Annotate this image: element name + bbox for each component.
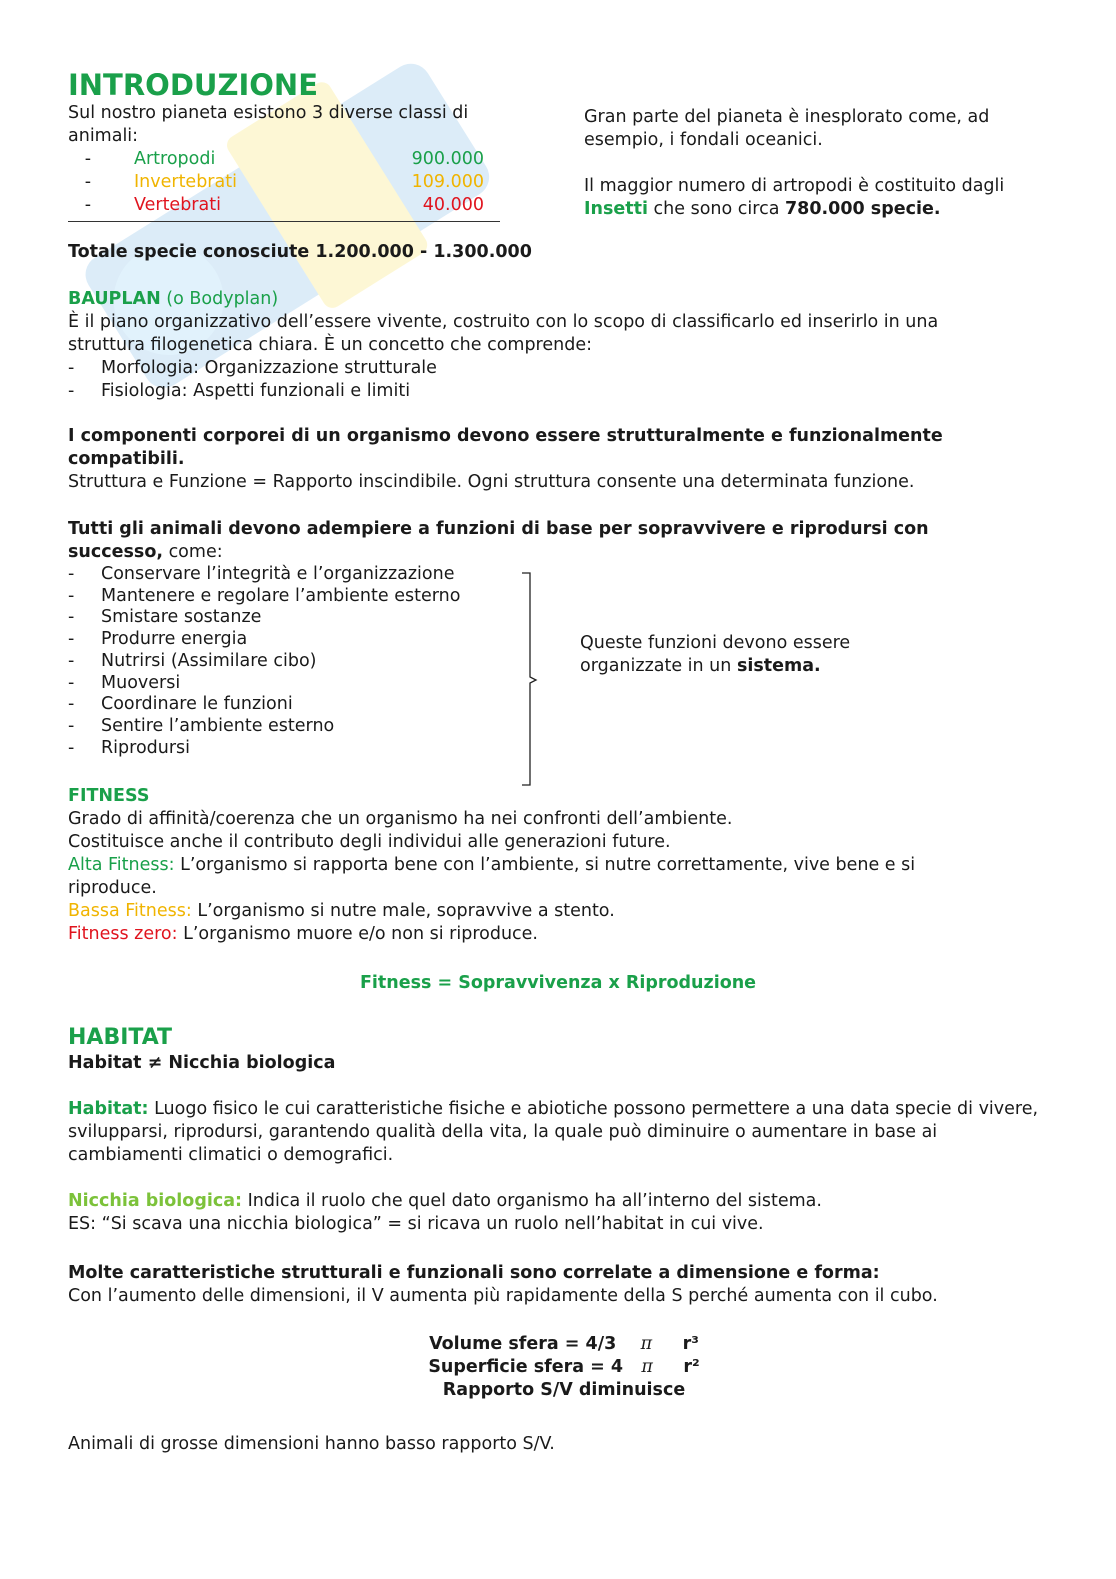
habitat-section bbox=[68, 1024, 1048, 1236]
fitness-title: FITNESS bbox=[68, 786, 150, 806]
dimension-section bbox=[68, 1262, 1048, 1308]
class-row: - Artropodi 900.000 bbox=[68, 149, 484, 169]
surface-formula: Superficie sfera = 4 π r² bbox=[428, 1357, 700, 1377]
fitness-line-1: Grado di affinità/coerenza che un organismo ha nei confronti dell’ambiente. bbox=[68, 809, 733, 829]
fitness-formula: Fitness = Sopravvivenza x Riproduzione bbox=[359, 973, 757, 993]
list-item: - Nutrirsi (Assimilare cibo) bbox=[34, 651, 1048, 673]
list-item: - Smistare sostanze bbox=[34, 607, 1048, 629]
habitat-title: HABITAT bbox=[68, 1025, 173, 1050]
class-row: - Vertebrati 40.000 bbox=[68, 195, 484, 215]
bauplan-text: È il piano organizzativo dell’essere vivente, costruito con lo scopo di classificarlo ed inserirlo in una struttura filogenetica chiara. È un concetto che comprende: bbox=[68, 312, 939, 355]
functions-section bbox=[68, 518, 1048, 759]
niche-definition: Nicchia biologica: Indica il ruolo che quel dato organismo ha all’interno del sistema. bbox=[68, 1191, 822, 1211]
list-item: - Riprodursi bbox=[34, 738, 1048, 760]
intro-section bbox=[68, 68, 538, 222]
list-item: - Conservare l’integrità e l’organizzazione bbox=[34, 564, 1048, 586]
fitness-zero: Fitness zero: L’organismo muore e/o non si riproduce. bbox=[68, 924, 538, 944]
dimension-bold: Molte caratteristiche strutturali e funzionali sono correlate a dimensione e forma: bbox=[68, 1263, 880, 1283]
list-item: - Morfologia: Organizzazione strutturale bbox=[34, 357, 1048, 380]
volume-formula: Volume sfera = 4/3 π r³ bbox=[429, 1334, 699, 1354]
functions-heading: Tutti gli animali devono adempiere a funzioni di base per sopravvivere e riprodursi con successo, come: bbox=[68, 519, 929, 562]
dimension-last: Animali di grosse dimensioni hanno basso rapporto S/V. bbox=[68, 1434, 555, 1454]
components-text: Struttura e Funzione = Rapporto inscindibile. Ogni struttura consente una determinata funzione. bbox=[68, 472, 915, 492]
total-species: Totale specie conosciute 1.200.000 - 1.300.000 bbox=[68, 242, 532, 262]
list-item: - Coordinare le funzioni bbox=[34, 694, 1048, 716]
brace-icon bbox=[518, 570, 540, 788]
fitness-line-2: Costituisce anche il contributo degli individui alle generazioni future. bbox=[68, 832, 671, 852]
intro-right-2: Il maggior numero di artropodi è costituito dagli Insetti che sono circa 780.000 specie. bbox=[584, 176, 1005, 219]
intro-right-1: Gran parte del pianeta è inesplorato come, ad esempio, i fondali oceanici. bbox=[584, 107, 990, 150]
classes-list bbox=[68, 148, 500, 222]
intro-right bbox=[584, 106, 1044, 221]
components-bold: I componenti corporei di un organismo devono essere strutturalmente e funzionalmente compatibili. bbox=[68, 426, 943, 469]
list-item: - Produrre energia bbox=[34, 629, 1048, 651]
list-item: - Fisiologia: Aspetti funzionali e limiti bbox=[34, 380, 1048, 403]
intro-text: Sul nostro pianeta esistono 3 diverse classi di animali: bbox=[68, 103, 469, 146]
fitness-section bbox=[68, 785, 1048, 946]
components-section bbox=[68, 425, 1048, 494]
habitat-definition: Habitat: Luogo fisico le cui caratteristiche fisiche e abiotiche possono permettere a una data specie di vivere, svilupparsi, riprodursi, garantendo qualità della vita, la quale può diminuire o aumentare in base ai cambiamenti climatici o demografici. bbox=[68, 1099, 1039, 1165]
list-item: - Mantenere e regolare l’ambiente esterno bbox=[34, 586, 1048, 608]
dimension-text: Con l’aumento delle dimensioni, il V aumenta più rapidamente della S perché aumenta con il cubo. bbox=[68, 1286, 938, 1306]
functions-note: Queste funzioni devono essere organizzate in un sistema. bbox=[580, 633, 851, 676]
class-name: Vertebrati bbox=[134, 195, 221, 215]
ratio-formula: Rapporto S/V diminuisce bbox=[442, 1380, 686, 1400]
class-count: 40.000 bbox=[422, 195, 484, 215]
bauplan-section bbox=[68, 288, 1048, 403]
bauplan-heading: BAUPLAN (o Bodyplan) bbox=[68, 289, 279, 309]
functions-list bbox=[34, 564, 1048, 759]
habitat-neq: Habitat ≠ Nicchia biologica bbox=[68, 1053, 336, 1073]
list-item: - Sentire l’ambiente esterno bbox=[34, 716, 1048, 738]
bauplan-list bbox=[34, 357, 1048, 403]
class-name: Invertebrati bbox=[134, 172, 237, 192]
fitness-high: Alta Fitness: L’organismo si rapporta bene con l’ambiente, si nutre correttamente, vive bene e si riproduce. bbox=[68, 855, 916, 898]
class-count: 900.000 bbox=[411, 149, 484, 169]
formulas bbox=[0, 1333, 1116, 1402]
niche-example: ES: “Si scava una nicchia biologica” = si ricava un ruolo nell’habitat in cui vive. bbox=[68, 1214, 764, 1234]
intro-title: INTRODUZIONE bbox=[68, 68, 318, 102]
fitness-low: Bassa Fitness: L’organismo si nutre male, sopravvive a stento. bbox=[68, 901, 615, 921]
class-name: Artropodi bbox=[134, 149, 216, 169]
class-count: 109.000 bbox=[411, 172, 484, 192]
list-item: - Muoversi bbox=[34, 673, 1048, 695]
class-row: - Invertebrati 109.000 bbox=[68, 172, 484, 192]
